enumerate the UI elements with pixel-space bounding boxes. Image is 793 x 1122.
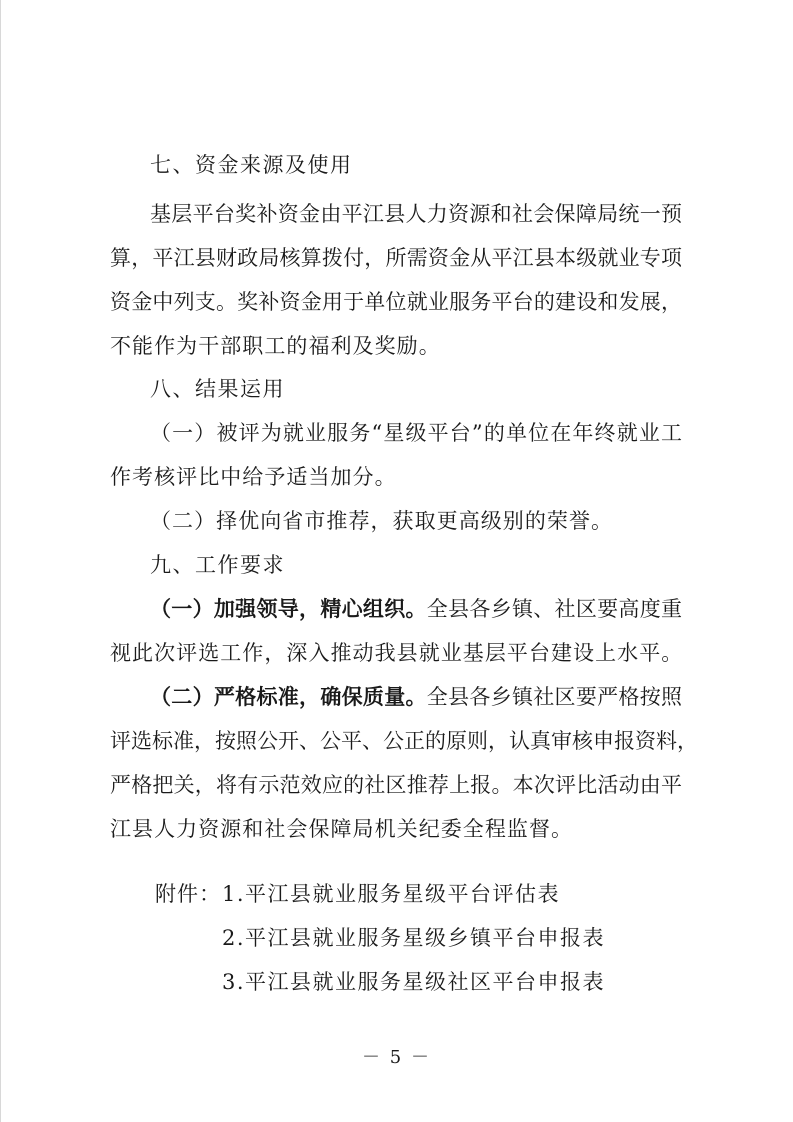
section-8-heading: 八、结果运用 [150,377,285,401]
section-9-heading: 九、工作要求 [150,553,285,577]
section-8-item-1-line-1: （一）被评为就业服务“星级平台”的单位在年终就业工 [150,421,682,445]
section-9-item-2-line-3: 严格把关，将有示范效应的社区推荐上报。本次评比活动由平 [110,773,682,797]
section-9-item-2-line-2: 评选标准，按照公开、公平、公正的原则，认真审核申报资料， [110,729,698,753]
section-9-item-1-line-2: 视此次评选工作，深入推动我县就业基层平台建设上水平。 [110,641,684,665]
attachment-item-1: 1.平江县就业服务星级平台评估表 [222,882,561,906]
section-7-line-4: 不能作为干部职工的福利及奖励。 [110,334,441,358]
attachments-label: 附件： [155,882,222,906]
section-7-line-1: 基层平台奖补资金由平江县人力资源和社会保障局统一预 [150,202,682,226]
page-edge-line [0,0,1,1122]
section-8-item-1-line-2: 作考核评比中给予适当加分。 [110,465,397,489]
section-9-item-2-rest: 全县各乡镇社区要严格按照 [426,685,683,709]
page-number: － 5 － [362,1047,431,1068]
section-7-line-3: 资金中列支。奖补资金用于单位就业服务平台的建设和发展， [110,290,682,314]
section-9-item-2-lead: （二）严格标准，确保质量。 [150,684,427,709]
section-7-heading: 七、资金来源及使用 [150,153,353,177]
section-9-item-1-rest: 全县各乡镇、社区要高度重 [426,597,683,621]
attachment-item-3: 3.平江县就业服务星级社区平台申报表 [222,970,606,994]
section-9-item-2-line-1 [150,683,682,711]
section-8-item-2: （二）择优向省市推荐，获取更高级别的荣誉。 [150,509,614,533]
section-9-item-1-lead: （一）加强领导，精心组织。 [150,596,427,621]
section-9-item-2-line-4: 江县人力资源和社会保障局机关纪委全程监督。 [110,817,574,841]
attachment-item-2: 2.平江县就业服务星级乡镇平台申报表 [222,926,606,950]
section-9-item-1-line-1 [150,595,682,623]
section-7-line-2: 算，平江县财政局核算拨付，所需资金从平江县本级就业专项 [110,246,682,270]
